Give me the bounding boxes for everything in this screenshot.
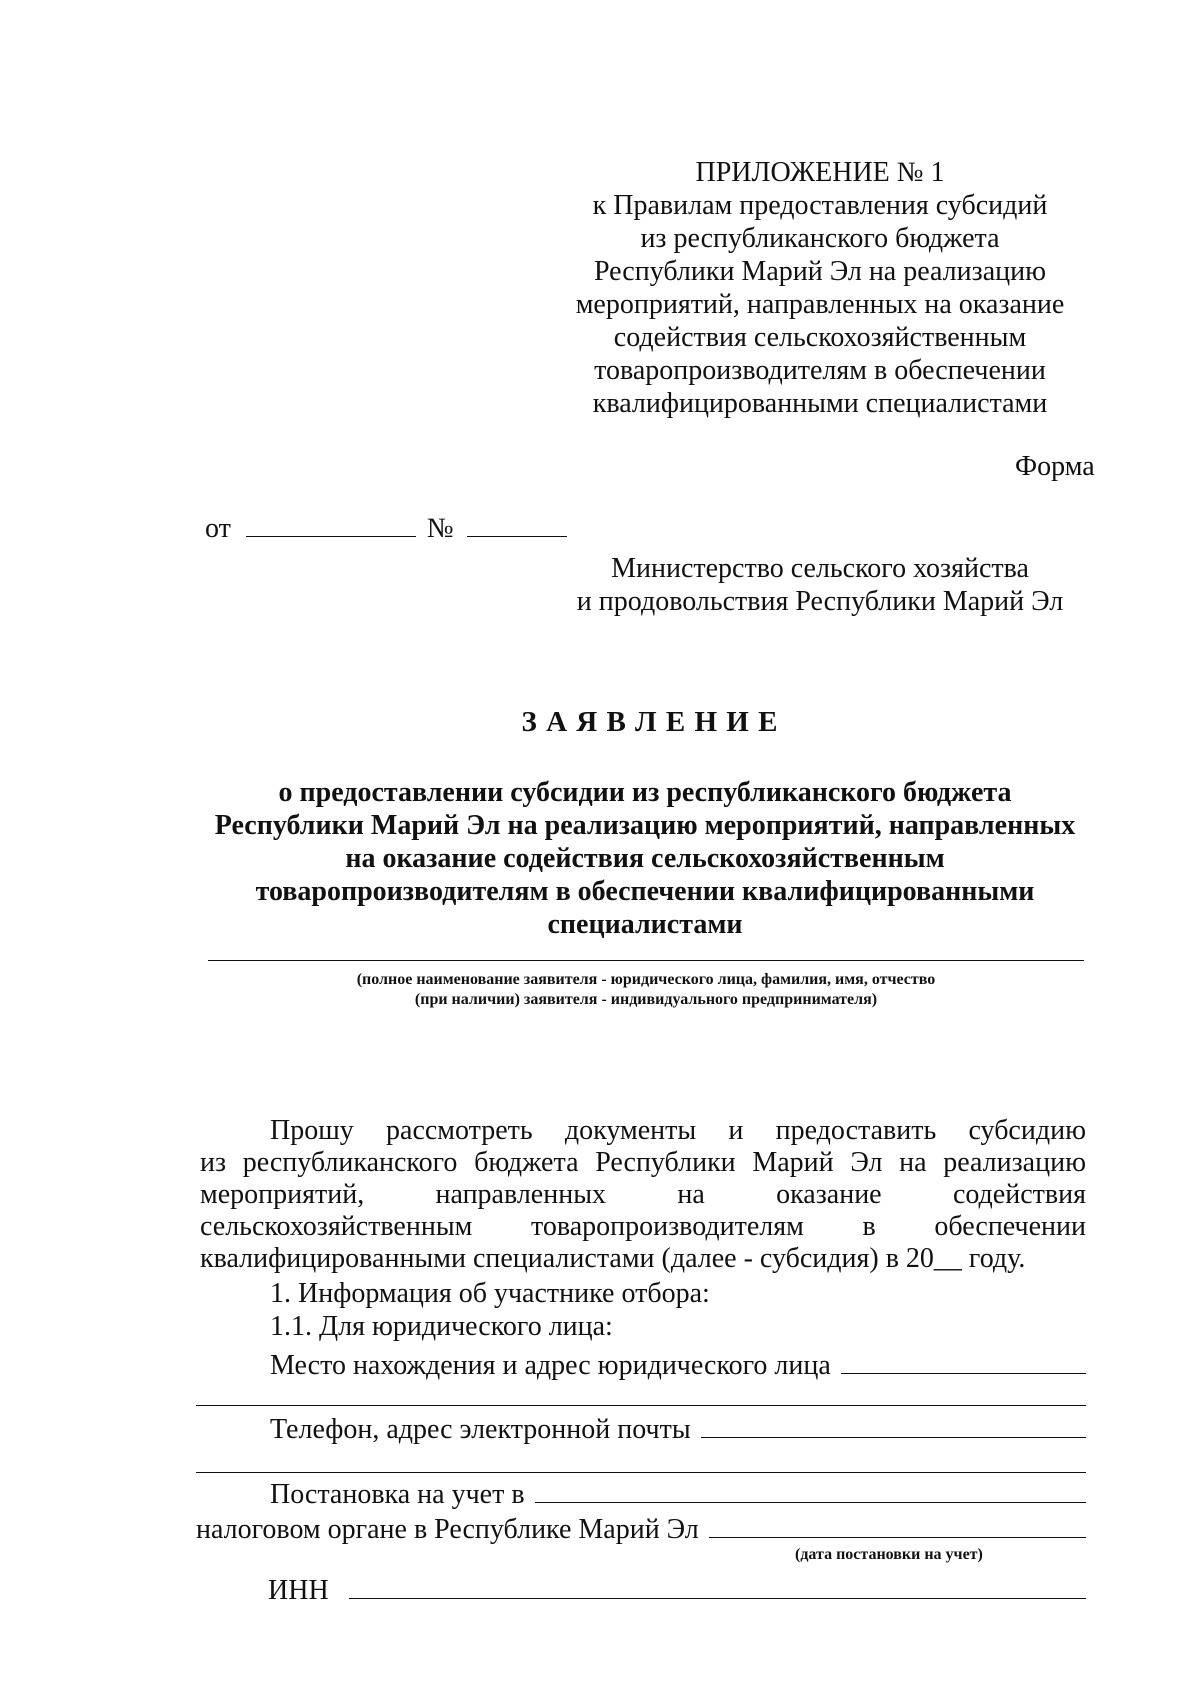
word: и <box>728 1115 744 1146</box>
word: документы <box>564 1115 697 1146</box>
appendix-line: из республиканского бюджета <box>640 223 1000 254</box>
word: сельскохозяйственным <box>200 1211 473 1242</box>
applicant-caption-line: (полное наименование заявителя - юридического лица, фамилия, имя, отчество <box>356 971 936 988</box>
recipient-line: и продовольствия Республики Марий Эл <box>576 586 1064 617</box>
request-line <box>200 1179 1086 1211</box>
appendix-line: Республики Марий Эл на реализацию <box>593 256 1047 287</box>
word: оказание <box>776 1179 882 1210</box>
subtitle-line: о предоставлении субсидии из республиканского бюджета <box>278 777 1012 808</box>
word: содействия <box>952 1179 1086 1210</box>
address-field-continuation[interactable] <box>196 1405 1086 1406</box>
request-paragraph <box>200 1115 1086 1275</box>
applicant-caption <box>208 970 1084 1010</box>
statement-heading: З А Я В Л Е Н И Е <box>521 706 779 738</box>
subtitle-line: товаропроизводителям в обеспечении квалифицированными <box>255 876 1035 907</box>
word: направленных <box>435 1179 607 1210</box>
tax-reg-label-1: Постановка на учет в <box>270 1479 525 1510</box>
section-1-1-heading: 1.1. Для юридического лица: <box>270 1311 613 1342</box>
address-row <box>270 1345 1086 1382</box>
appendix-line: к Правилам предоставления субсидий <box>592 190 1048 221</box>
appendix-line: товаропроизводителям в обеспечении <box>594 355 1046 386</box>
recipient-block <box>560 552 1080 618</box>
inn-label: ИНН <box>268 1575 329 1606</box>
tax-reg-date-field[interactable] <box>709 1509 1086 1538</box>
number-label: № <box>426 513 454 544</box>
date-number-line <box>205 512 567 545</box>
appendix-title: ПРИЛОЖЕНИЕ № 1 <box>695 157 945 188</box>
subtitle-line: Республики Марий Эл на реализацию мероприятий, направленных <box>214 810 1076 841</box>
applicant-caption-line: (при наличии) заявителя - индивидуального предпринимателя) <box>414 991 878 1008</box>
tax-reg-label-2: налоговом органе в Республике Марий Эл <box>196 1514 699 1545</box>
tax-reg-row-2 <box>196 1509 1086 1546</box>
address-field[interactable] <box>841 1345 1086 1374</box>
inn-field[interactable] <box>349 1570 1086 1599</box>
applicant-name-field[interactable] <box>208 960 1084 961</box>
word: на <box>677 1179 705 1210</box>
phone-label: Телефон, адрес электронной почты <box>270 1414 691 1445</box>
phone-field-continuation[interactable] <box>196 1472 1086 1473</box>
word: в <box>862 1211 876 1242</box>
appendix-line: мероприятий, направленных на оказание <box>575 289 1065 320</box>
word: мероприятий, <box>200 1179 365 1210</box>
request-line: квалифицированными специалистами (далее - субсидия) в 20__ году. <box>200 1243 1026 1274</box>
address-label: Место нахождения и адрес юридического лица <box>270 1350 831 1381</box>
word: субсидию <box>968 1115 1086 1146</box>
form-label: Форма <box>1015 451 1095 482</box>
subtitle-line: специалистами <box>547 909 743 940</box>
word: рассмотреть <box>386 1115 533 1146</box>
request-line <box>200 1115 1086 1147</box>
tax-reg-caption: (дата постановки на учет) <box>795 1546 983 1563</box>
appendix-block <box>560 156 1080 420</box>
request-line <box>200 1211 1086 1243</box>
tax-authority-field[interactable] <box>535 1474 1086 1503</box>
date-from-label: от <box>205 513 231 544</box>
word: обеспечении <box>934 1211 1086 1242</box>
recipient-line: Министерство сельского хозяйства <box>611 553 1029 584</box>
word: товаропроизводителям <box>531 1211 804 1242</box>
request-line: из республиканского бюджета Республики Марий Эл на реализацию <box>200 1147 1086 1178</box>
word: Прошу <box>270 1115 354 1146</box>
word: предоставить <box>775 1115 937 1146</box>
date-blank[interactable] <box>246 536 416 537</box>
appendix-line: содействия сельскохозяйственным <box>613 322 1027 353</box>
inn-row <box>268 1570 1086 1607</box>
appendix-line: квалифицированными специалистами <box>592 388 1048 419</box>
phone-row <box>270 1409 1086 1446</box>
tax-reg-row-1 <box>270 1474 1086 1511</box>
phone-email-field[interactable] <box>701 1409 1086 1438</box>
section-1-heading: 1. Информация об участнике отбора: <box>270 1278 710 1309</box>
statement-subtitle <box>195 776 1095 941</box>
number-blank[interactable] <box>467 536 567 537</box>
subtitle-line: на оказание содействия сельскохозяйственным <box>345 843 945 874</box>
